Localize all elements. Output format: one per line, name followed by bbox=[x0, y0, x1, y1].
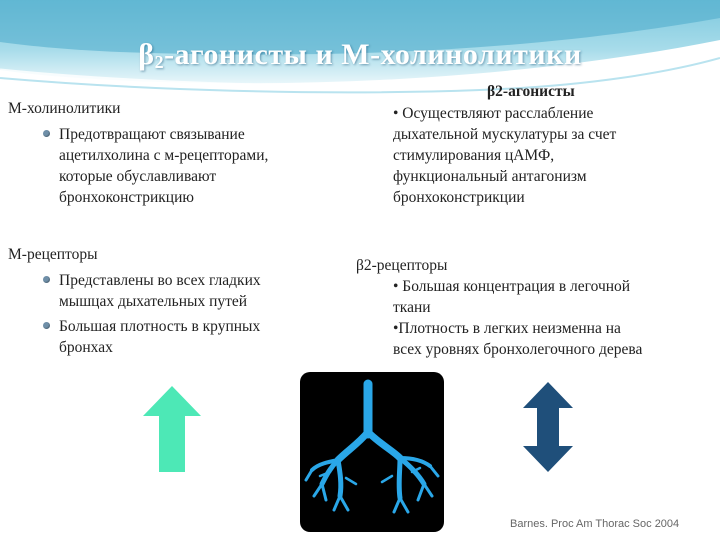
left-heading-2: М-рецепторы bbox=[8, 246, 98, 263]
bronchial-tree-icon bbox=[300, 372, 444, 532]
text-line: Большая плотность в крупных bbox=[59, 318, 261, 335]
text-line: •Плотность в легких неизменна на bbox=[393, 320, 621, 337]
text-line: ацетилхолина с м-рецепторами, bbox=[59, 147, 269, 164]
text-line: функциональный антагонизм bbox=[393, 168, 587, 185]
up-arrow-icon bbox=[143, 386, 201, 472]
text-line: ткани bbox=[393, 299, 431, 316]
right-text-2 bbox=[393, 276, 642, 360]
text-line: всех уровнях бронхолегочного дерева bbox=[393, 341, 643, 358]
text-line: • Большая концентрация в легочной bbox=[393, 278, 631, 295]
lungs-image bbox=[300, 372, 444, 532]
left-heading-1: М-холинолитики bbox=[8, 100, 121, 117]
text-line: Предотвращают связывание bbox=[59, 126, 245, 143]
title-beta: β bbox=[138, 38, 155, 71]
text-line: бронхах bbox=[59, 339, 113, 356]
text-line: мышцах дыхательных путей bbox=[59, 293, 248, 310]
text-line: которые обуславливают bbox=[59, 168, 217, 185]
left-bullet-2 bbox=[59, 270, 261, 312]
left-bullet-1 bbox=[59, 124, 268, 208]
text-line: бронхоконстрикции bbox=[393, 189, 525, 206]
left-bullet-3 bbox=[59, 316, 260, 358]
text-line: стимулирования цАМФ, bbox=[393, 147, 555, 164]
slide-title bbox=[0, 38, 720, 73]
text-line: бронхоконстрикцию bbox=[59, 189, 194, 206]
right-heading-2: β2-рецепторы bbox=[356, 257, 448, 274]
double-arrow-icon bbox=[523, 382, 573, 472]
title-rest: -агонисты и М-холинолитики bbox=[164, 38, 582, 71]
text-line: Представлены во всех гладких bbox=[59, 272, 261, 289]
bullet-dot bbox=[43, 322, 50, 329]
bullet-dot bbox=[43, 276, 50, 283]
text-line: • Осуществляют расслабление bbox=[393, 105, 594, 122]
right-text-1 bbox=[393, 103, 616, 208]
text-line: дыхательной мускулатуры за счет bbox=[393, 126, 617, 143]
figure-citation: Barnes. Proc Am Thorac Soc 2004 bbox=[510, 518, 680, 530]
title-subscript: 2 bbox=[154, 52, 165, 72]
right-heading-1: β2-агонисты bbox=[487, 83, 575, 100]
bullet-dot bbox=[43, 130, 50, 137]
